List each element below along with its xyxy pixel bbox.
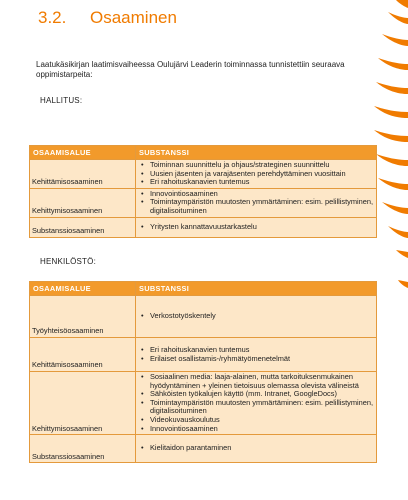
area-cell: Kehittymisosaaminen — [30, 188, 136, 217]
area-cell: Substanssiosaaminen — [30, 217, 136, 237]
section-title: Osaaminen — [90, 8, 177, 27]
substance-cell — [136, 160, 377, 189]
table-row — [30, 188, 377, 217]
section-number: 3.2. — [38, 8, 67, 27]
list-item: • Sähköisten työkalujen käyttö (mm. Intranet, GoogleDocs) — [140, 390, 374, 399]
section-heading — [38, 8, 177, 28]
table-row — [30, 338, 377, 372]
table-row — [30, 372, 377, 435]
col-header-substance: SUBSTANSSI — [136, 282, 377, 296]
list-item: • Innovointiosaaminen — [140, 425, 374, 434]
table-header-row — [30, 146, 377, 160]
henkilosto-label: HENKILÖSTÖ: — [40, 257, 96, 266]
col-header-area: OSAAMISALUE — [30, 146, 136, 160]
substance-cell — [136, 372, 377, 435]
list-item: • Erilaiset osallistamis-/ryhmätyömenetelmät — [140, 355, 374, 364]
area-cell: Työyhteisöosaaminen — [30, 296, 136, 338]
substance-cell — [136, 338, 377, 372]
area-cell: Kehittymisosaaminen — [30, 372, 136, 435]
list-item: • Eri rahoituskanavien tuntemus — [140, 178, 374, 187]
col-header-area: OSAAMISALUE — [30, 282, 136, 296]
list-item: • Yritysten kannattavuustarkastelu — [140, 223, 374, 232]
hallitus-label: HALLITUS: — [40, 96, 83, 105]
henkilosto-table — [29, 281, 377, 463]
list-item: • Sosiaalinen media: laaja-alainen, mutta tarkoituksenmukainen hyödyntäminen + yleinen tietoisuus olemassa olevista välineistä — [140, 373, 374, 390]
list-item: • Toimintaympäristön muutosten ymmärtäminen: esim. pelillistyminen, digitalisoituminen — [140, 399, 374, 416]
table-row — [30, 435, 377, 463]
area-cell: Substanssiosaaminen — [30, 435, 136, 463]
table-row — [30, 160, 377, 189]
col-header-substance: SUBSTANSSI — [136, 146, 377, 160]
area-cell: Kehittämisosaaminen — [30, 338, 136, 372]
table-header-row — [30, 282, 377, 296]
substance-cell — [136, 217, 377, 237]
list-item: • Toimintaympäristön muutosten ymmärtäminen: esim. pelillistyminen, digitalisoituminen — [140, 198, 374, 215]
substance-cell — [136, 296, 377, 338]
list-item: • Uusien jäsenten ja varajäsenten perehdyttäminen vuosittain — [140, 170, 374, 179]
intro-paragraph: Laatukäsikirjan laatimisvaiheessa Oulujärvi Leaderin toiminnassa tunnistettiin seuraava oppimistarpeita: — [36, 60, 345, 79]
list-item: • Innovointiosaaminen — [140, 190, 374, 199]
substance-cell — [136, 188, 377, 217]
substance-cell — [136, 435, 377, 463]
list-item: • Kielitaidon parantaminen — [140, 444, 374, 453]
table-row — [30, 217, 377, 237]
list-item: • Toiminnan suunnittelu ja ohjaus/strateginen suunnittelu — [140, 161, 374, 170]
list-item: • Eri rahoituskanavien tuntemus — [140, 346, 374, 355]
list-item: • Verkostotyöskentely — [140, 312, 374, 321]
area-cell: Kehittämisosaaminen — [30, 160, 136, 189]
list-item: • Videokuvauskoulutus — [140, 416, 374, 425]
table-row — [30, 296, 377, 338]
hallitus-table — [29, 145, 377, 238]
